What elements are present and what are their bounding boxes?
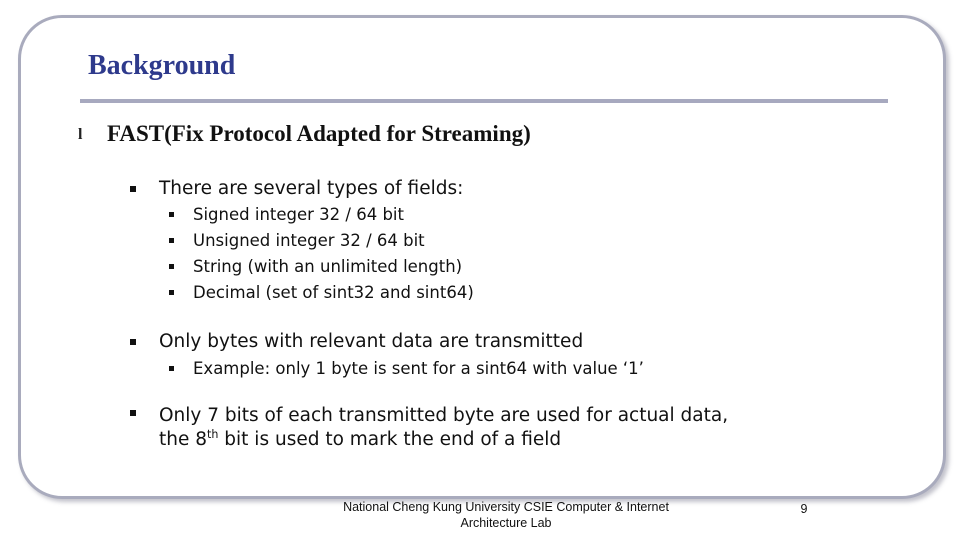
section-3-text-post: bit is used to mark the end of a field [218,429,562,450]
title-divider [80,99,888,103]
section-1-text: There are several types of fields: [159,178,464,199]
bullet-icon: l [78,126,83,143]
page-number: 9 [800,502,808,516]
section-1-item: Signed integer 32 / 64 bit [193,205,404,224]
square-bullet-icon [169,238,174,243]
main-bullet [78,121,531,147]
slide-frame [18,15,946,499]
section-1-item: Unsigned integer 32 / 64 bit [193,231,425,250]
section-1-item: String (with an unlimited length) [193,257,463,276]
square-bullet-icon [130,410,136,416]
footer-line-1: National Cheng Kung University CSIE Computer & Internet [343,500,669,514]
square-bullet-icon [169,264,174,269]
section-3-text-line2 [159,429,561,450]
square-bullet-icon [169,212,174,217]
section-2-item: Example: only 1 byte is sent for a sint64 with value ‘1’ [193,359,644,378]
section-3-text-pre: the 8 [159,429,208,450]
section-2-text: Only bytes with relevant data are transmitted [159,331,584,352]
square-bullet-icon [169,290,174,295]
main-bullet-text: FAST(Fix Protocol Adapted for Streaming) [107,121,531,146]
section-3-text-line1: Only 7 bits of each transmitted byte are used for actual data, [159,405,729,426]
section-3-text-superscript: th [207,427,219,441]
footer-line-2: Architecture Lab [460,516,552,530]
square-bullet-icon [169,366,174,371]
square-bullet-icon [130,186,136,192]
slide-footer [306,499,706,531]
square-bullet-icon [130,339,136,345]
section-1-item: Decimal (set of sint32 and sint64) [193,283,474,302]
slide-title: Background [88,50,236,81]
